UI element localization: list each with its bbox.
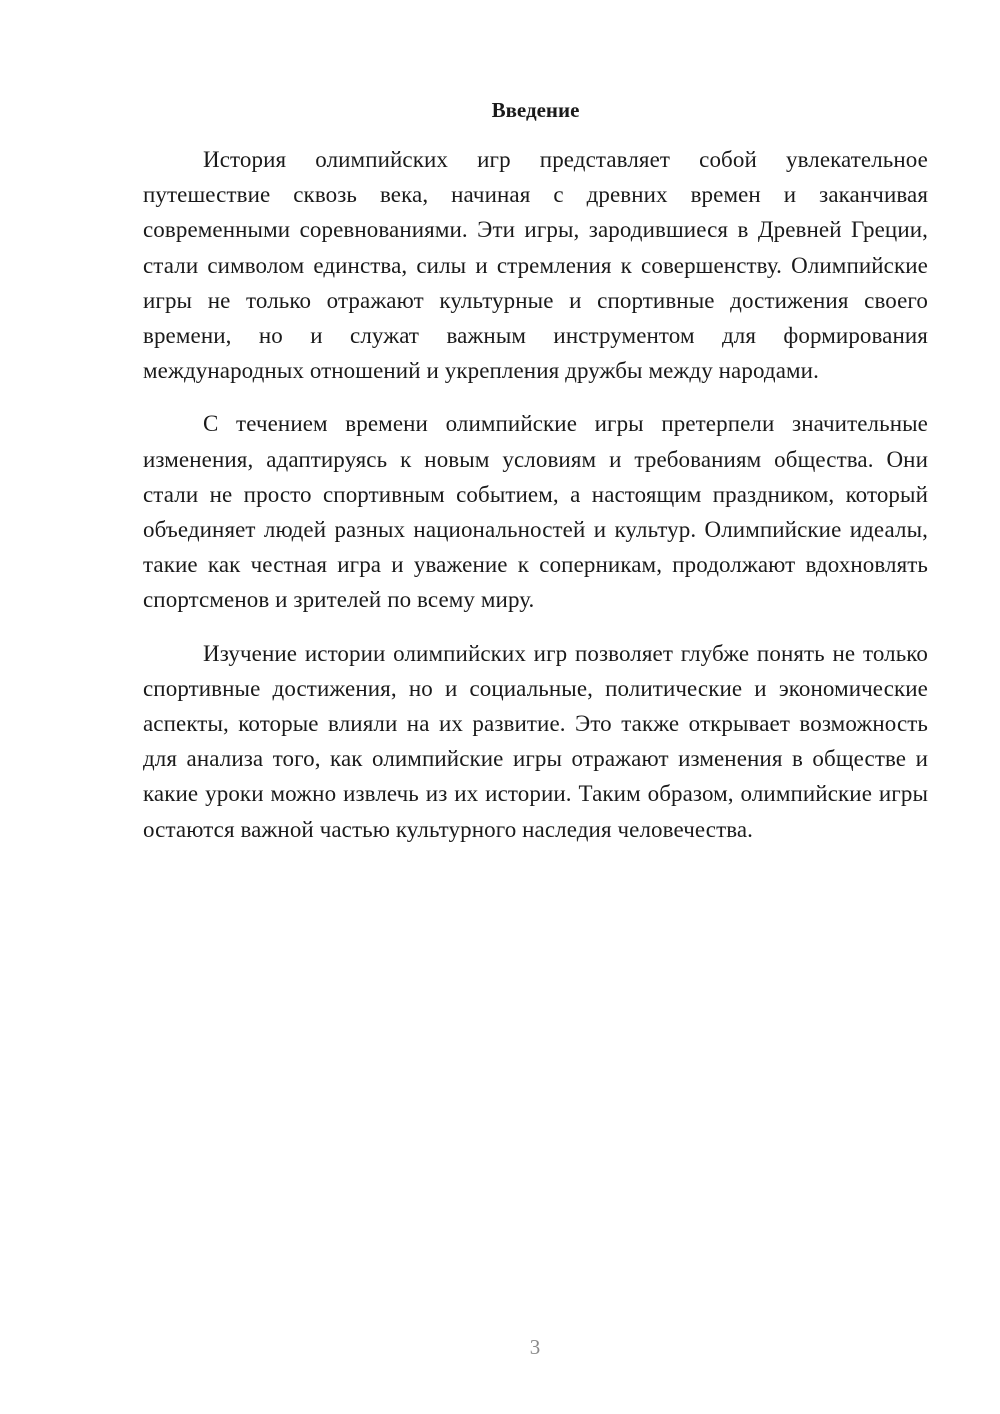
- body-text: [143, 142, 928, 865]
- page-number: 3: [529, 1335, 541, 1359]
- paragraph-3: Изучение истории олимпийских игр позволяет глубже понять не только спортивные достижения, но и социальные, политические и экономические аспекты, которые влияли на их развитие. Это также открывает возможность для анализа того, как олимпийские игры отражают изменения в обществе и какие уроки можно извлечь из их истории. Таким образом, олимпийские игры остаются важной частью культурного наследия человечества.: [143, 640, 928, 842]
- paragraph-2: С течением времени олимпийские игры претерпели значительные изменения, адаптируясь к новым условиям и требованиям общества. Они стали не просто спортивным событием, а настоящим праздником, который объединяет людей разных национальностей и культур. Олимпийские идеалы, такие как честная игра и уважение к соперникам, продолжают вдохновлять спортсменов и зрителей по всему миру.: [143, 411, 928, 613]
- paragraph-1: История олимпийских игр представляет собой увлекательное путешествие сквозь века, начиная с древних времен и заканчивая современными соревнованиями. Эти игры, зародившиеся в Древней Греции, стали символом единства, силы и стремления к совершенству. Олимпийские игры не только отражают культурные и спортивные достижения своего времени, но и служат важным инструментом для формирования международных отношений и укрепления дружбы между народами.: [143, 147, 928, 384]
- page-title: Введение: [491, 98, 580, 122]
